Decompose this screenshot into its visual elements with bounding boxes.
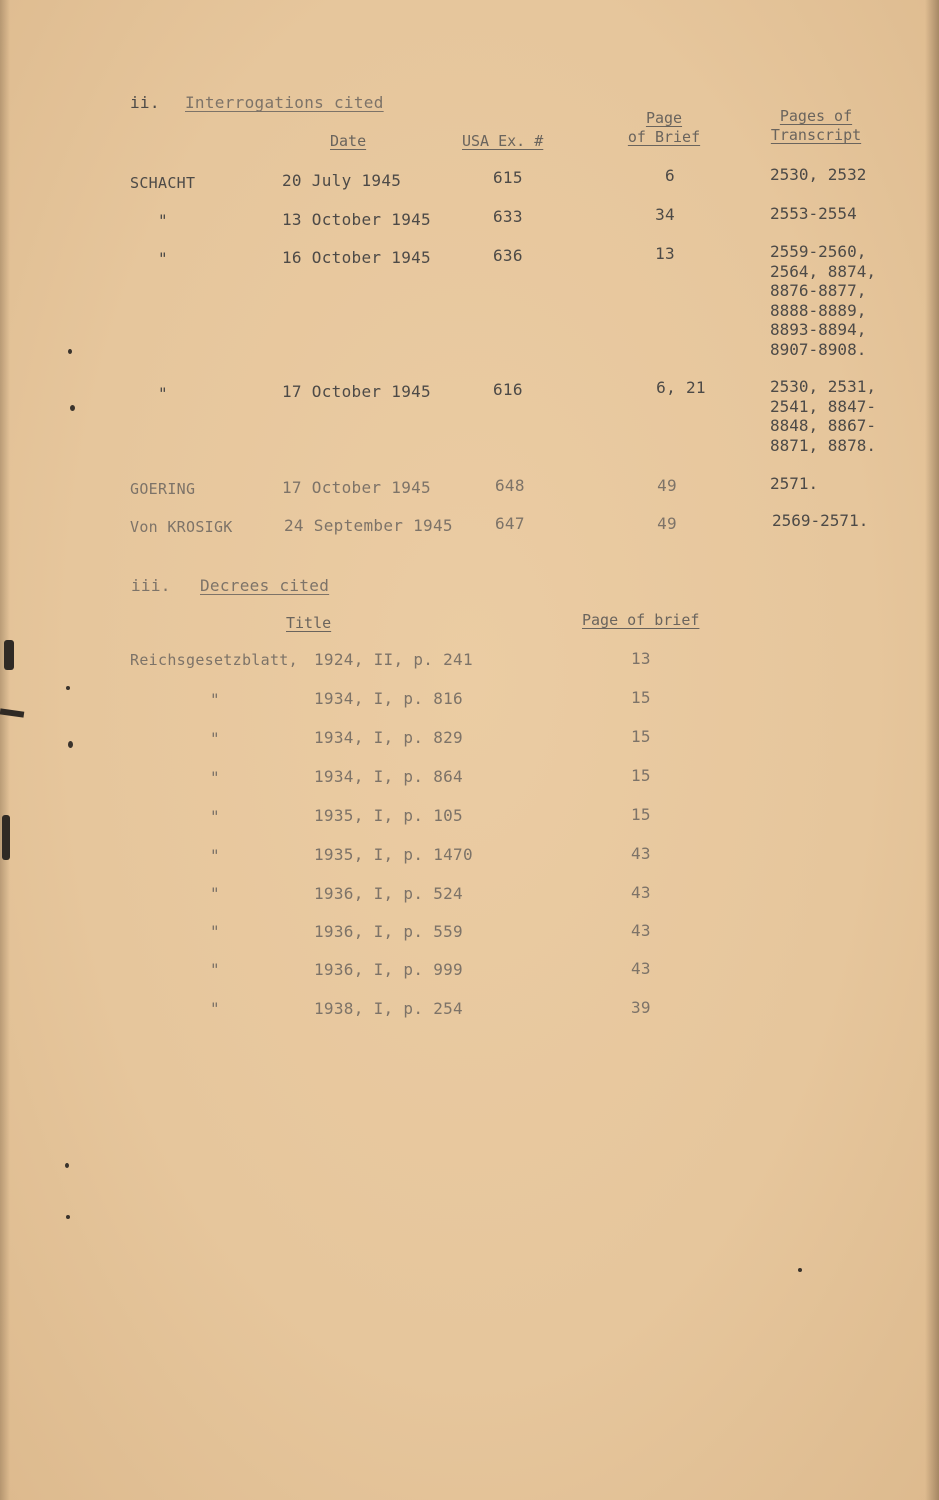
interrogation-exhibit: 633	[493, 207, 523, 226]
section-iii-title: Decrees cited	[200, 576, 330, 595]
speck	[70, 405, 75, 411]
interrogation-date: 17 October 1945	[282, 478, 431, 497]
interrogation-brief-page: 6, 21	[656, 378, 706, 397]
decree-citation: 1936, I, p. 559	[314, 922, 463, 941]
interrogation-brief-page: 13	[655, 244, 675, 263]
header-title: Title	[286, 614, 332, 632]
decree-name: "	[210, 729, 220, 748]
interrogation-exhibit: 616	[493, 380, 523, 399]
interrogation-transcript-pages: 2571.	[770, 474, 819, 493]
interrogation-transcript-pages: 2530, 2531, 2541, 8847- 8848, 8867- 8871, 8878.	[770, 377, 876, 455]
section-ii-title: Interrogations cited	[185, 93, 384, 112]
decree-citation: 1936, I, p. 524	[314, 884, 463, 903]
speck	[65, 1163, 69, 1168]
decree-citation: 1935, I, p. 105	[314, 806, 463, 825]
speck	[798, 1268, 802, 1272]
interrogation-brief-page: 34	[655, 205, 675, 224]
speck	[68, 349, 72, 354]
decree-citation: 1934, I, p. 864	[314, 767, 463, 786]
decree-brief-page: 43	[631, 883, 651, 902]
decree-name: Reichsgesetzblatt,	[130, 651, 298, 669]
interrogation-name: SCHACHT	[130, 174, 196, 192]
interrogation-brief-page: 49	[657, 514, 677, 533]
binding-mark	[4, 640, 14, 670]
header-transcript-line1: Pages of	[779, 107, 853, 125]
interrogation-transcript-pages: 2559-2560, 2564, 8874, 8876-8877, 8888-8889, 8893-8894, 8907-8908.	[770, 242, 876, 359]
interrogation-transcript-pages: 2569-2571.	[772, 511, 869, 530]
decree-citation: 1936, I, p. 999	[314, 960, 463, 979]
decree-brief-page: 15	[631, 805, 651, 824]
interrogation-name: GOERING	[130, 480, 196, 498]
decree-name: "	[210, 884, 220, 903]
decree-citation: 1934, I, p. 829	[314, 728, 463, 747]
decree-name: "	[210, 807, 220, 826]
decree-brief-page: 43	[631, 959, 651, 978]
decree-name: "	[210, 922, 220, 941]
interrogation-transcript-pages: 2530, 2532	[770, 165, 867, 184]
decree-citation: 1935, I, p. 1470	[314, 845, 473, 864]
interrogation-date: 16 October 1945	[282, 248, 431, 267]
header-page-of-brief: Page of brief	[582, 611, 700, 629]
interrogation-exhibit: 636	[493, 246, 523, 265]
interrogation-name: Von KROSIGK	[130, 518, 233, 536]
decree-name: "	[210, 999, 220, 1018]
interrogation-name: "	[158, 384, 168, 403]
decree-name: "	[210, 846, 220, 865]
speck	[66, 1215, 70, 1219]
interrogation-name: "	[158, 211, 168, 230]
speck	[68, 741, 73, 748]
decree-name: "	[210, 960, 220, 979]
decree-brief-page: 15	[631, 766, 651, 785]
decree-citation: 1934, I, p. 816	[314, 689, 463, 708]
header-transcript-line2: Transcript	[770, 126, 862, 144]
decree-brief-page: 43	[631, 921, 651, 940]
interrogation-exhibit: 648	[495, 476, 525, 495]
page-edge-left	[0, 0, 10, 1500]
interrogation-name: "	[158, 249, 168, 268]
header-date: Date	[330, 132, 367, 150]
interrogation-transcript-pages: 2553-2554	[770, 204, 857, 223]
section-iii-number: iii.	[131, 576, 171, 595]
decree-name: "	[210, 690, 220, 709]
decree-name: "	[210, 768, 220, 787]
interrogation-exhibit: 647	[495, 514, 525, 533]
binding-mark	[2, 815, 10, 860]
header-usa-ex: USA Ex. #	[462, 132, 544, 150]
interrogation-date: 24 September 1945	[284, 516, 453, 535]
decree-brief-page: 15	[631, 688, 651, 707]
decree-citation: 1938, I, p. 254	[314, 999, 463, 1018]
interrogation-date: 13 October 1945	[282, 210, 431, 229]
header-page-of-brief-line1: Page	[645, 109, 683, 127]
decree-brief-page: 43	[631, 844, 651, 863]
page-edge-right	[925, 0, 939, 1500]
interrogation-brief-page: 6	[665, 166, 675, 185]
decree-brief-page: 13	[631, 649, 651, 668]
decree-citation: 1924, II, p. 241	[314, 650, 473, 669]
interrogation-date: 17 October 1945	[282, 382, 431, 401]
interrogation-brief-page: 49	[657, 476, 677, 495]
decree-brief-page: 39	[631, 998, 651, 1017]
header-page-of-brief-line2: of Brief	[627, 128, 701, 146]
decree-brief-page: 15	[631, 727, 651, 746]
section-ii-number: ii.	[130, 93, 160, 112]
interrogation-exhibit: 615	[493, 168, 523, 187]
interrogation-date: 20 July 1945	[282, 171, 402, 190]
speck	[66, 686, 70, 690]
